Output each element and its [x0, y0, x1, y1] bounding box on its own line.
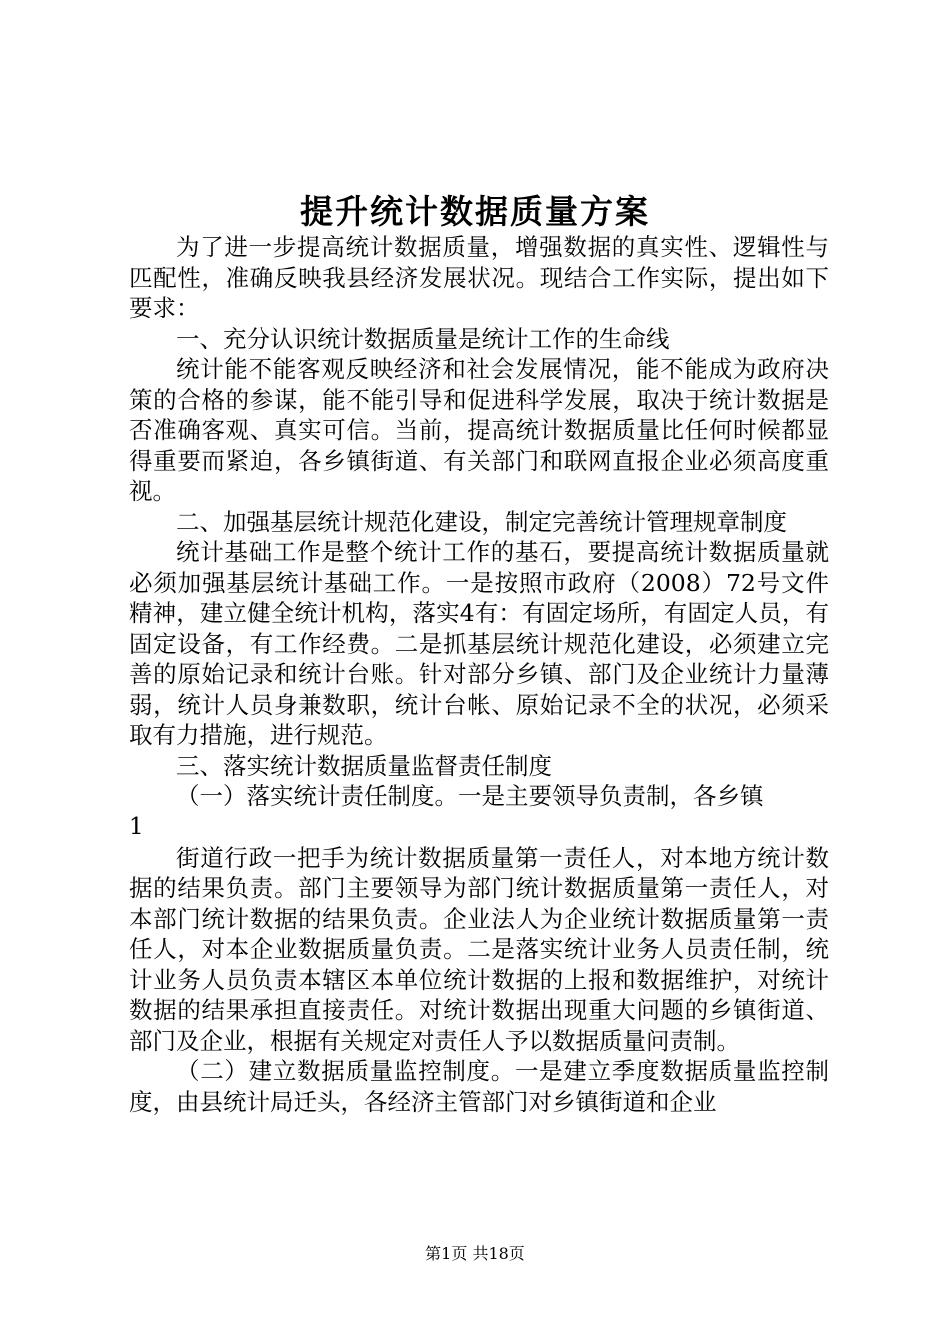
paragraph-intro: 为了进一步提高统计数据质量，增强数据的真实性、逻辑性与匹配性，准确反映我县经济发展状况。现结合工作实际，提出如下要求： [129, 233, 829, 322]
paragraph-section-2: 统计基础工作是整个统计工作的基石，要提高统计数据质量就必须加强基层统计基础工作。一是按照市政府（2008）72号文件精神，建立健全统计机构，落实4有：有固定场所，有固定人员，有固定设备，有工作经费。二是抓基层统计规范化建设，必须建立完善的原始记录和统计台账。针对部分乡镇、部门及企业统计力量薄弱，统计人员身兼数职，统计台帐、原始记录不全的状况，必须采取有力措施，进行规范。 [129, 538, 829, 749]
page-footer: 第1页 共18页 [425, 1244, 525, 1263]
section-heading-2: 二、加强基层统计规范化建设，制定完善统计管理规章制度 [176, 507, 787, 536]
paragraph-subsection-1: 街道行政一把手为统计数据质量第一责任人，对本地方统计数据的结果负责。部门主要领导为部门统计数据质量第一责任人，对本部门统计数据的结果负责。企业法人为企业统计数据质量第一责任人，对本企业数据质量负责。二是落实统计业务人员责任制，统计业务人员负责本辖区本单位统计数据的上报和数据维护，对统计数据的结果承担直接责任。对统计数据出现重大问题的乡镇街道、部门及企业，根据有关规定对责任人予以数据质量问责制。 [129, 843, 829, 1055]
section-heading-1: 一、充分认识统计数据质量是统计工作的生命线 [176, 324, 670, 353]
paragraph-subsection-2: （二）建立数据质量监控制度。一是建立季度数据质量监控制度，由县统计局迁头，各经济主管部门对乡镇街道和企业 [129, 1057, 829, 1116]
section-heading-3: 三、落实统计数据质量监督责任制度 [176, 751, 552, 780]
paragraph-section-1: 统计能不能客观反映经济和社会发展情况，能不能成为政府决策的合格的参谋，能不能引导和促进科学发展，取决于统计数据是否准确客观、真实可信。当前，提高统计数据质量比任何时候都显得重要而紧迫，各乡镇街道、有关部门和联网直报企业必须高度重视。 [129, 355, 829, 505]
document-body [129, 232, 829, 1117]
subsection-heading-1: （一）落实统计责任制度。一是主要领导负责制，各乡镇 [176, 782, 764, 810]
document-title: 提升统计数据质量方案 [300, 192, 650, 231]
inline-page-number: 1 [129, 813, 144, 840]
